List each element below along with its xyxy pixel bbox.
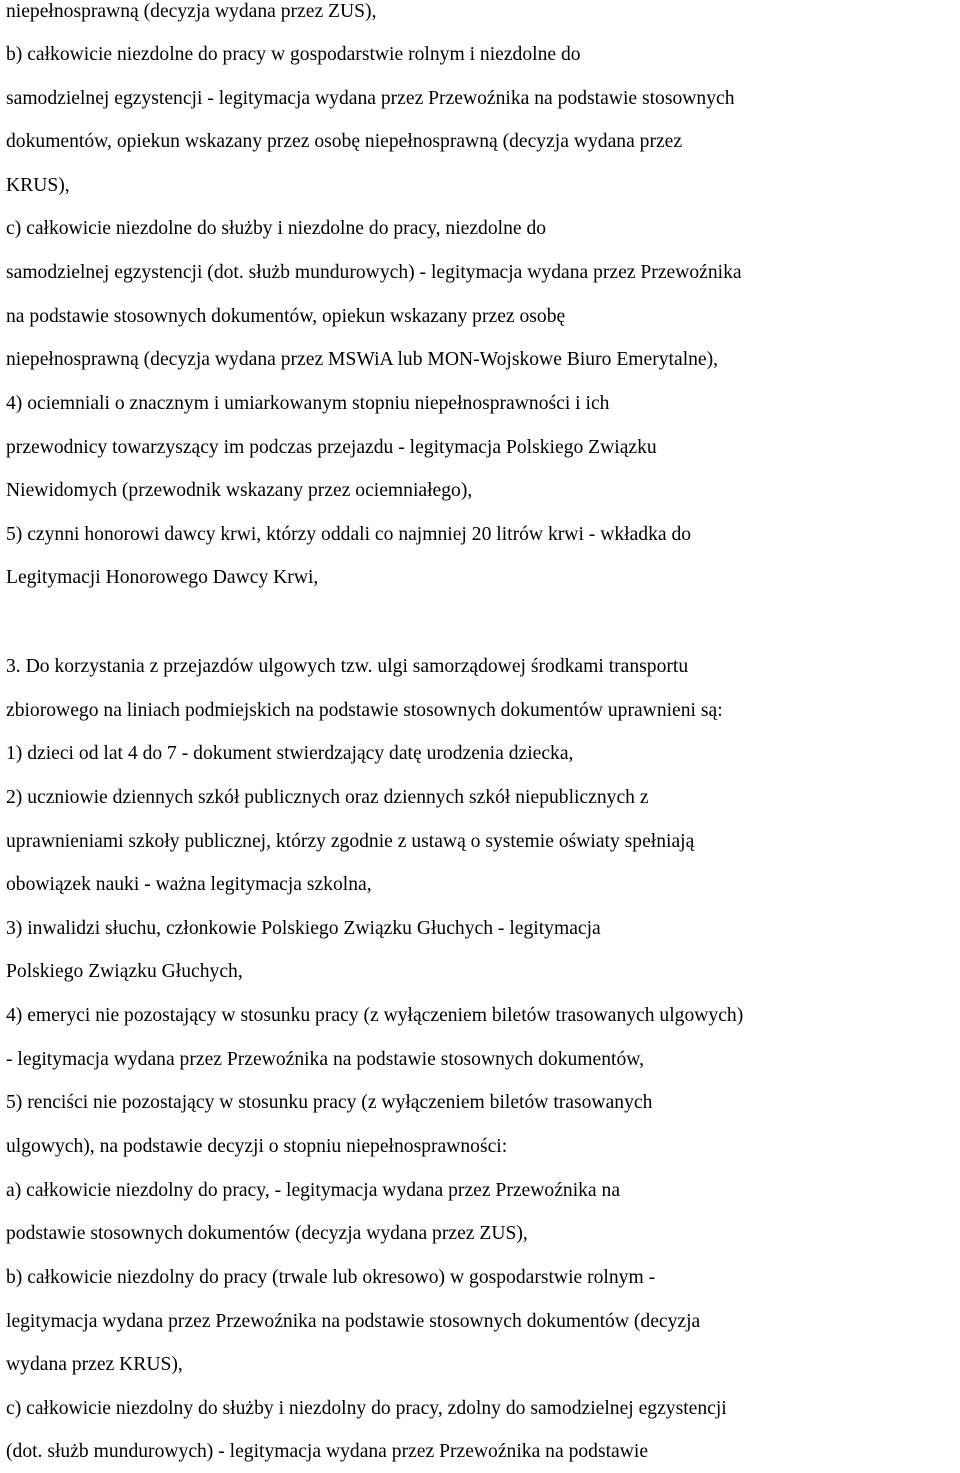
text-line-13: 5) czynni honorowi dawcy krwi, którzy oddali co najmniej 20 litrów krwi - wkładka do (6, 524, 692, 545)
text-line-01: niepełnosprawną (decyzja wydana przez ZUS), (6, 1, 377, 22)
text-line-24: - legitymacja wydana przez Przewoźnika na podstawie stosownych dokumentów, (6, 1049, 645, 1070)
text-line-19: uprawnieniami szkoły publicznej, którzy zgodnie z ustawą o systemie oświaty spełniają (6, 831, 695, 852)
text-line-17: 1) dzieci od lat 4 do 7 - dokument stwierdzający datę urodzenia dziecka, (6, 743, 574, 764)
text-line-25: 5) renciści nie pozostający w stosunku pracy (z wyłączeniem biletów trasowanych (6, 1092, 653, 1113)
text-line-04: dokumentów, opiekun wskazany przez osobę niepełnosprawną (decyzja wydana przez (6, 131, 683, 152)
text-line-30: legitymacja wydana przez Przewoźnika na podstawie stosownych dokumentów (decyzja (6, 1311, 701, 1332)
text-line-31: wydana przez KRUS), (6, 1354, 183, 1375)
text-line-08: na podstawie stosownych dokumentów, opiekun wskazany przez osobę (6, 306, 566, 327)
text-line-23: 4) emeryci nie pozostający w stosunku pracy (z wyłączeniem biletów trasowanych ulgowych) (6, 1005, 744, 1026)
text-line-18: 2) uczniowie dziennych szkół publicznych oraz dziennych szkół niepublicznych z (6, 787, 649, 808)
text-line-07: samodzielnej egzystencji (dot. służb mundurowych) - legitymacja wydana przez Przewoźnika (6, 262, 742, 283)
text-line-22: Polskiego Związku Głuchych, (6, 961, 243, 982)
text-line-21: 3) inwalidzi słuchu, członkowie Polskiego Związku Głuchych - legitymacja (6, 918, 601, 939)
text-line-05: KRUS), (6, 175, 70, 196)
text-line-33: (dot. służb mundurowych) - legitymacja wydana przez Przewoźnika na podstawie (6, 1441, 649, 1462)
text-line-29: b) całkowicie niezdolny do pracy (trwale lub okresowo) w gospodarstwie rolnym - (6, 1267, 656, 1288)
text-line-12: Niewidomych (przewodnik wskazany przez ociemniałego), (6, 480, 473, 501)
text-line-14: Legitymacji Honorowego Dawcy Krwi, (6, 567, 319, 588)
text-line-06: c) całkowicie niezdolne do służby i niezdolne do pracy, niezdolne do (6, 218, 547, 239)
text-line-26: ulgowych), na podstawie decyzji o stopniu niepełnosprawności: (6, 1136, 508, 1157)
text-line-02: b) całkowicie niezdolne do pracy w gospodarstwie rolnym i niezdolne do (6, 44, 581, 65)
text-line-15: 3. Do korzystania z przejazdów ulgowych tzw. ulgi samorządowej środkami transportu (6, 656, 689, 677)
text-line-27: a) całkowicie niezdolny do pracy, - legitymacja wydana przez Przewoźnika na (6, 1180, 621, 1201)
text-line-09: niepełnosprawną (decyzja wydana przez MSWiA lub MON-Wojskowe Biuro Emerytalne), (6, 349, 719, 370)
text-line-10: 4) ociemniali o znacznym i umiarkowanym stopniu niepełnosprawności i ich (6, 393, 610, 414)
text-line-20: obowiązek nauki - ważna legitymacja szkolna, (6, 874, 372, 895)
text-line-16: zbiorowego na liniach podmiejskich na podstawie stosownych dokumentów uprawnieni są: (6, 700, 723, 721)
text-line-28: podstawie stosownych dokumentów (decyzja wydana przez ZUS), (6, 1223, 528, 1244)
text-line-32: c) całkowicie niezdolny do służby i niezdolny do pracy, zdolny do samodzielnej egzystencji (6, 1398, 727, 1419)
text-line-03: samodzielnej egzystencji - legitymacja wydana przez Przewoźnika na podstawie stosownych (6, 88, 735, 109)
text-line-11: przewodnicy towarzyszący im podczas przejazdu - legitymacja Polskiego Związku (6, 437, 657, 458)
